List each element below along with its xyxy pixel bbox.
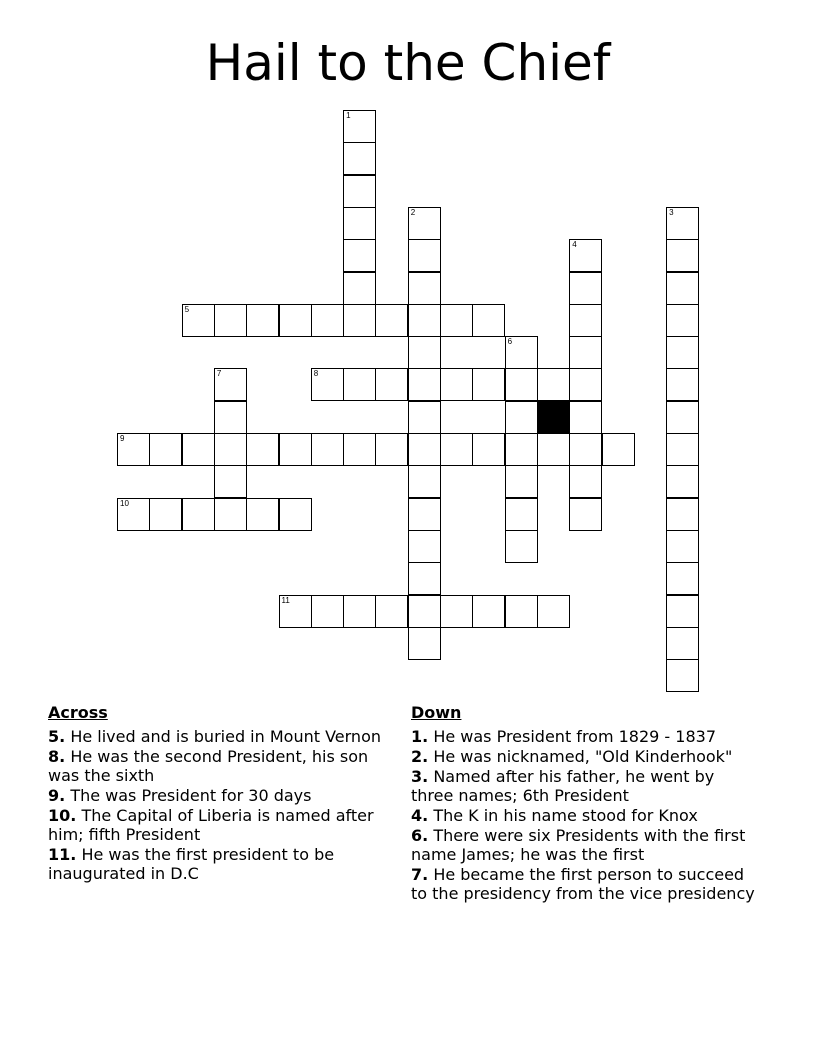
grid-cell[interactable] <box>408 239 441 272</box>
clue-down-4 <box>411 806 761 825</box>
grid-cell[interactable] <box>666 401 699 434</box>
grid-cell[interactable] <box>279 304 312 337</box>
down-clues <box>411 703 761 904</box>
grid-cell[interactable] <box>246 498 279 531</box>
cell-number: 11 <box>281 595 290 605</box>
clue-down-6 <box>411 826 761 864</box>
grid-cell[interactable] <box>569 433 602 466</box>
clue-number: 9. <box>48 786 66 805</box>
grid-cell[interactable] <box>666 433 699 466</box>
grid-cell[interactable] <box>343 142 376 175</box>
grid-cell[interactable] <box>666 498 699 531</box>
grid-cell[interactable] <box>311 368 344 401</box>
clue-number: 4. <box>411 806 429 825</box>
clue-text: He was nicknamed, "Old Kinderhook" <box>433 747 733 766</box>
grid-cell[interactable] <box>375 595 408 628</box>
grid-cell[interactable] <box>505 595 538 628</box>
grid-cell[interactable] <box>311 595 344 628</box>
cell-number: 2 <box>410 207 416 217</box>
grid-cell[interactable] <box>375 304 408 337</box>
grid-cell[interactable] <box>440 595 473 628</box>
grid-cell[interactable] <box>569 401 602 434</box>
clue-number: 8. <box>48 747 66 766</box>
cell-number: 10 <box>120 498 129 508</box>
grid-cell[interactable] <box>537 433 570 466</box>
grid-cell[interactable] <box>149 433 182 466</box>
clue-number: 1. <box>411 727 429 746</box>
grid-cell[interactable] <box>343 239 376 272</box>
grid-cell[interactable] <box>343 433 376 466</box>
clue-number: 2. <box>411 747 429 766</box>
clue-text: He lived and is buried in Mount Vernon <box>70 727 381 746</box>
clue-down-7 <box>411 865 761 903</box>
across-heading: Across <box>48 703 108 722</box>
grid-cell[interactable] <box>569 304 602 337</box>
grid-cell[interactable] <box>569 368 602 401</box>
grid-cell[interactable] <box>440 368 473 401</box>
cell-number: 7 <box>216 369 222 379</box>
cell-number: 5 <box>184 304 190 314</box>
grid-cell[interactable] <box>408 368 441 401</box>
grid-cell[interactable] <box>666 272 699 305</box>
clue-text: The K in his name stood for Knox <box>433 806 698 825</box>
clue-across-5 <box>48 727 388 746</box>
grid-cell[interactable] <box>343 595 376 628</box>
cell-number: 8 <box>313 369 319 379</box>
grid-cell[interactable] <box>343 368 376 401</box>
clue-down-1 <box>411 727 761 746</box>
clue-text: Named after his father, he went by three names; 6th President <box>411 767 715 805</box>
clue-number: 11. <box>48 845 77 864</box>
grid-cell[interactable] <box>505 433 538 466</box>
clue-text: The was President for 30 days <box>70 786 312 805</box>
grid-cell[interactable] <box>569 272 602 305</box>
grid-cell[interactable] <box>214 465 247 498</box>
grid-cell[interactable] <box>117 498 150 531</box>
grid-cell[interactable] <box>182 498 215 531</box>
grid-cell[interactable] <box>408 530 441 563</box>
grid-cell[interactable] <box>472 304 505 337</box>
grid-cell[interactable] <box>666 465 699 498</box>
clue-across-8 <box>48 747 388 785</box>
grid-cell[interactable] <box>537 368 570 401</box>
grid-cell[interactable] <box>214 498 247 531</box>
clue-number: 7. <box>411 865 429 884</box>
grid-cell[interactable] <box>472 595 505 628</box>
grid-cell[interactable] <box>666 659 699 692</box>
grid-cell[interactable] <box>343 110 376 143</box>
grid-cell[interactable] <box>182 433 215 466</box>
grid-cell[interactable] <box>182 304 215 337</box>
clue-number: 5. <box>48 727 66 746</box>
grid-cell[interactable] <box>343 207 376 240</box>
across-clues <box>48 703 388 884</box>
grid-cell[interactable] <box>117 433 150 466</box>
grid-cell[interactable] <box>569 239 602 272</box>
grid-cell[interactable] <box>343 175 376 208</box>
grid-cell[interactable] <box>666 562 699 595</box>
grid-cell[interactable] <box>343 272 376 305</box>
grid-cell[interactable] <box>214 401 247 434</box>
grid-cell[interactable] <box>375 433 408 466</box>
grid-cell[interactable] <box>440 304 473 337</box>
grid-cell[interactable] <box>569 336 602 369</box>
grid-cell[interactable] <box>666 368 699 401</box>
grid-cell[interactable] <box>666 304 699 337</box>
grid-cell[interactable] <box>279 433 312 466</box>
grid-cell[interactable] <box>602 433 635 466</box>
clue-down-2 <box>411 747 761 766</box>
grid-cell[interactable] <box>666 239 699 272</box>
grid-cell[interactable] <box>408 627 441 660</box>
grid-cell[interactable] <box>537 595 570 628</box>
clue-number: 3. <box>411 767 429 786</box>
grid-cell[interactable] <box>505 530 538 563</box>
grid-cell[interactable] <box>505 498 538 531</box>
grid-cell[interactable] <box>505 336 538 369</box>
grid-cell[interactable] <box>408 595 441 628</box>
clue-number: 10. <box>48 806 77 825</box>
grid-cell[interactable] <box>149 498 182 531</box>
down-heading: Down <box>411 703 462 722</box>
clue-text: He became the first person to succeed to the presidency from the vice presidency <box>411 865 755 903</box>
cell-number: 4 <box>572 240 577 250</box>
cell-number: 1 <box>346 111 351 120</box>
grid-cell[interactable] <box>214 368 247 401</box>
grid-cell[interactable] <box>472 368 505 401</box>
grid-cell[interactable] <box>569 498 602 531</box>
grid-cell[interactable] <box>408 336 441 369</box>
grid-cell[interactable] <box>214 433 247 466</box>
grid-cell[interactable] <box>505 401 538 434</box>
grid-cell[interactable] <box>569 465 602 498</box>
grid-cell[interactable] <box>279 595 312 628</box>
grid-cell[interactable] <box>472 433 505 466</box>
grid-cell[interactable] <box>666 336 699 369</box>
clue-down-3 <box>411 767 761 805</box>
grid-cell[interactable] <box>214 304 247 337</box>
clue-text: He was President from 1829 - 1837 <box>433 727 717 746</box>
clue-across-11 <box>48 845 388 883</box>
clue-across-9 <box>48 786 388 805</box>
clue-text: He was the first president to be inaugurated in D.C <box>48 845 335 883</box>
grid-cell[interactable] <box>666 627 699 660</box>
clue-text: The Capital of Liberia is named after him; fifth President <box>48 806 374 844</box>
grid-cell[interactable] <box>343 304 376 337</box>
clue-number: 6. <box>411 826 429 845</box>
grid-cell[interactable] <box>246 433 279 466</box>
clue-text: He was the second President, his son was the sixth <box>48 747 369 785</box>
grid-cell[interactable] <box>311 433 344 466</box>
grid-cell[interactable] <box>505 368 538 401</box>
grid-cell[interactable] <box>666 595 699 628</box>
grid-cell[interactable] <box>408 465 441 498</box>
puzzle-title: Hail to the Chief <box>205 34 611 92</box>
grid-cell[interactable] <box>408 207 441 240</box>
grid-cell[interactable] <box>666 207 699 240</box>
clue-across-10 <box>48 806 388 844</box>
grid-cell[interactable] <box>246 304 279 337</box>
grid-cell[interactable] <box>408 401 441 434</box>
grid-cell[interactable] <box>408 272 441 305</box>
grid-cell[interactable] <box>279 498 312 531</box>
grid-cell[interactable] <box>408 433 441 466</box>
grid-cell[interactable] <box>408 562 441 595</box>
grid-cell[interactable] <box>440 433 473 466</box>
black-cell <box>537 401 570 434</box>
clue-text: There were six Presidents with the first name James; he was the first <box>411 826 746 864</box>
grid-cell[interactable] <box>375 368 408 401</box>
grid-cell[interactable] <box>311 304 344 337</box>
grid-cell[interactable] <box>408 498 441 531</box>
cell-number: 9 <box>120 434 125 443</box>
grid-cell[interactable] <box>505 465 538 498</box>
cell-number: 3 <box>669 207 674 217</box>
grid-cell[interactable] <box>666 530 699 563</box>
cell-number: 6 <box>507 337 513 347</box>
grid-cell[interactable] <box>408 304 441 337</box>
